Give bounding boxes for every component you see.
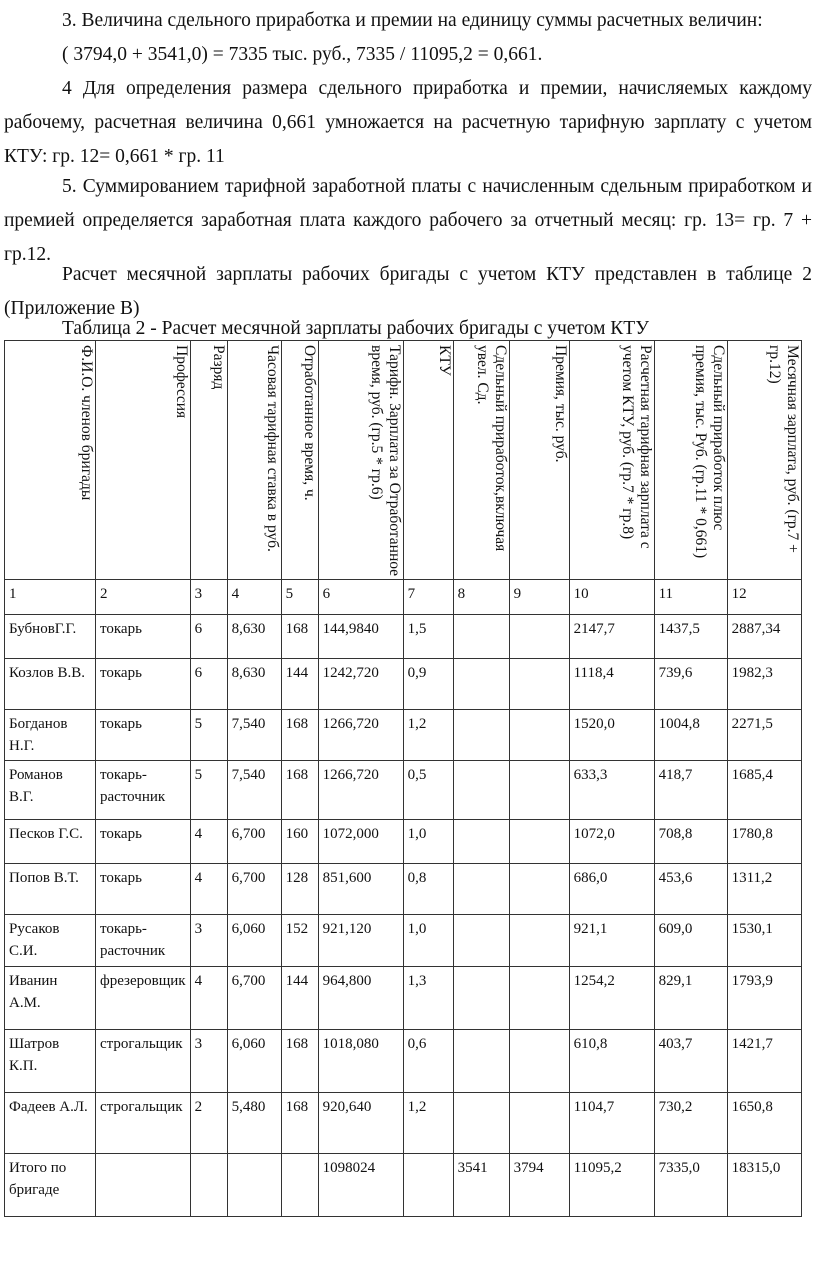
table-cell: 6,060 bbox=[227, 1030, 281, 1093]
header-cell: Ф.И.О. членов бригады bbox=[5, 341, 96, 580]
table-cell: 418,7 bbox=[654, 761, 727, 820]
column-number-row bbox=[5, 580, 802, 615]
header-cell: Разряд bbox=[190, 341, 227, 580]
table-cell: 168 bbox=[281, 761, 318, 820]
paragraph-6: Расчет месячной зарплаты рабочих бригады с учетом КТУ представлен в таблице 2 (Приложение В) bbox=[4, 264, 812, 319]
table-cell: 168 bbox=[281, 710, 318, 761]
table-cell: 1,2 bbox=[403, 1093, 453, 1154]
table-cell: 6 bbox=[190, 659, 227, 710]
table-cell: Песков Г.С. bbox=[5, 820, 96, 864]
table-cell: 0,9 bbox=[403, 659, 453, 710]
table-cell: 5,480 bbox=[227, 1093, 281, 1154]
paragraph-3-line-2: ( 3794,0 + 3541,0) = 7335 тыс. руб., 7335 / 11095,2 = 0,661. bbox=[62, 44, 543, 65]
table-cell: строгальщик bbox=[96, 1030, 191, 1093]
table-cell: 4 bbox=[190, 967, 227, 1030]
table-cell: 3 bbox=[190, 915, 227, 967]
table-cell bbox=[453, 967, 509, 1030]
total-cell: 3541 bbox=[453, 1154, 509, 1217]
header-cell: Премия, тыс. руб. bbox=[509, 341, 569, 580]
table-cell: 4 bbox=[190, 820, 227, 864]
column-number: 6 bbox=[318, 580, 403, 615]
table-cell bbox=[509, 761, 569, 820]
table-cell: 0,5 bbox=[403, 761, 453, 820]
header-cell: Тарифн. Зарплата за Отработанное время, руб. (гр.5 * гр.6) bbox=[318, 341, 403, 580]
table-cell bbox=[509, 710, 569, 761]
paragraph-3-line-1: 3. Величина сдельного приработка и премии на единицу суммы расчетных величин: bbox=[62, 10, 763, 31]
header-cell: КТУ bbox=[403, 341, 453, 580]
table-cell bbox=[509, 820, 569, 864]
table-cell: 4 bbox=[190, 864, 227, 915]
table-cell: 144,9840 bbox=[318, 615, 403, 659]
column-number: 11 bbox=[654, 580, 727, 615]
table-cell: Романов В.Г. bbox=[5, 761, 96, 820]
table-cell: 403,7 bbox=[654, 1030, 727, 1093]
paragraph-4: 4 Для определения размера сдельного приработка и премии, начисляемых каждому рабочему, расчетная величина 0,661 умножается на расчетную тарифную зарплату с учетом КТУ: гр. 12= 0,661 * гр. 11 bbox=[4, 78, 812, 167]
table-cell: Богданов Н.Г. bbox=[5, 710, 96, 761]
table-cell: Шатров К.П. bbox=[5, 1030, 96, 1093]
header-cell: Сдельный приработок,включая увел. Сд. bbox=[453, 341, 509, 580]
table-cell bbox=[453, 1030, 509, 1093]
table-cell: 829,1 bbox=[654, 967, 727, 1030]
table-cell: Попов В.Т. bbox=[5, 864, 96, 915]
table-cell: 686,0 bbox=[569, 864, 654, 915]
column-number: 1 bbox=[5, 580, 96, 615]
table-cell: 1793,9 bbox=[727, 967, 801, 1030]
table-cell: 1266,720 bbox=[318, 761, 403, 820]
table-cell: 1437,5 bbox=[654, 615, 727, 659]
table-row bbox=[5, 710, 802, 761]
salary-table bbox=[4, 340, 802, 1217]
table-cell: 0,8 bbox=[403, 864, 453, 915]
table-cell: 633,3 bbox=[569, 761, 654, 820]
total-cell: 3794 bbox=[509, 1154, 569, 1217]
table-cell: токарь bbox=[96, 820, 191, 864]
table-cell bbox=[453, 820, 509, 864]
table-cell: 1982,3 bbox=[727, 659, 801, 710]
table-cell: Фадеев А.Л. bbox=[5, 1093, 96, 1154]
table-cell: 8,630 bbox=[227, 659, 281, 710]
table-cell: 1004,8 bbox=[654, 710, 727, 761]
table-row bbox=[5, 761, 802, 820]
total-cell: 18315,0 bbox=[727, 1154, 801, 1217]
table-cell: 0,6 bbox=[403, 1030, 453, 1093]
table-cell: токарь bbox=[96, 659, 191, 710]
total-cell bbox=[227, 1154, 281, 1217]
table-cell: 1,2 bbox=[403, 710, 453, 761]
table-row bbox=[5, 1093, 802, 1154]
table-cell: 920,640 bbox=[318, 1093, 403, 1154]
table-cell: 1780,8 bbox=[727, 820, 801, 864]
table-cell: 168 bbox=[281, 615, 318, 659]
table-cell: 1118,4 bbox=[569, 659, 654, 710]
table-cell: 2147,7 bbox=[569, 615, 654, 659]
table-cell: фрезеровщик bbox=[96, 967, 191, 1030]
table-cell: 1530,1 bbox=[727, 915, 801, 967]
table-cell: 1254,2 bbox=[569, 967, 654, 1030]
table-cell: 144 bbox=[281, 659, 318, 710]
table-cell bbox=[509, 967, 569, 1030]
table-cell: 1072,0 bbox=[569, 820, 654, 864]
table-cell: 5 bbox=[190, 761, 227, 820]
header-cell: Месячная зарплата, руб. (гр.7 + гр.12) bbox=[727, 341, 801, 580]
table-cell: 1650,8 bbox=[727, 1093, 801, 1154]
total-row bbox=[5, 1154, 802, 1217]
table-cell bbox=[453, 615, 509, 659]
table-cell: 453,6 bbox=[654, 864, 727, 915]
table-cell bbox=[509, 1030, 569, 1093]
table-cell: 160 bbox=[281, 820, 318, 864]
table-cell: 168 bbox=[281, 1030, 318, 1093]
table-cell: 708,8 bbox=[654, 820, 727, 864]
table-cell: 730,2 bbox=[654, 1093, 727, 1154]
header-cell: Сдельный приработок плюс премия, тыс. Руб. (гр.11 * 0,661) bbox=[654, 341, 727, 580]
total-cell: 7335,0 bbox=[654, 1154, 727, 1217]
table-cell: Русаков С.И. bbox=[5, 915, 96, 967]
table-cell: 7,540 bbox=[227, 710, 281, 761]
table-caption: Таблица 2 - Расчет месячной зарплаты рабочих бригады с учетом КТУ bbox=[62, 318, 650, 339]
table-row bbox=[5, 915, 802, 967]
table-cell: 1311,2 bbox=[727, 864, 801, 915]
table-cell: токарь-расточник bbox=[96, 915, 191, 967]
table-cell: 7,540 bbox=[227, 761, 281, 820]
column-number: 4 bbox=[227, 580, 281, 615]
table-cell: 2271,5 bbox=[727, 710, 801, 761]
column-number: 12 bbox=[727, 580, 801, 615]
table-cell bbox=[453, 710, 509, 761]
table-cell: 610,8 bbox=[569, 1030, 654, 1093]
table-cell: Иванин А.М. bbox=[5, 967, 96, 1030]
table-cell: 1421,7 bbox=[727, 1030, 801, 1093]
table-cell bbox=[453, 1093, 509, 1154]
header-row bbox=[5, 341, 802, 580]
table-cell: 1,0 bbox=[403, 915, 453, 967]
header-cell: Часовая тарифная ставка в руб. bbox=[227, 341, 281, 580]
table-cell: 1018,080 bbox=[318, 1030, 403, 1093]
table-cell: 6,700 bbox=[227, 820, 281, 864]
table-cell: 1520,0 bbox=[569, 710, 654, 761]
table-cell: БубновГ.Г. bbox=[5, 615, 96, 659]
total-cell bbox=[190, 1154, 227, 1217]
table-cell: 8,630 bbox=[227, 615, 281, 659]
table-cell: 609,0 bbox=[654, 915, 727, 967]
table-cell: 168 bbox=[281, 1093, 318, 1154]
table-cell: токарь bbox=[96, 710, 191, 761]
table-row bbox=[5, 1030, 802, 1093]
table-row bbox=[5, 967, 802, 1030]
total-cell: 1098024 bbox=[318, 1154, 403, 1217]
table-cell: 5 bbox=[190, 710, 227, 761]
table-cell bbox=[509, 915, 569, 967]
column-number: 2 bbox=[96, 580, 191, 615]
table-cell: 1104,7 bbox=[569, 1093, 654, 1154]
column-number: 7 bbox=[403, 580, 453, 615]
header-cell: Отработанное время, ч. bbox=[281, 341, 318, 580]
table-cell: 144 bbox=[281, 967, 318, 1030]
table-cell bbox=[509, 864, 569, 915]
total-label: Итого по бригаде bbox=[5, 1154, 96, 1217]
table-cell: 3 bbox=[190, 1030, 227, 1093]
column-number: 5 bbox=[281, 580, 318, 615]
table-cell: 6,700 bbox=[227, 967, 281, 1030]
table-cell: 2887,34 bbox=[727, 615, 801, 659]
table-cell: 6,700 bbox=[227, 864, 281, 915]
table-cell: 851,600 bbox=[318, 864, 403, 915]
table-cell: 128 bbox=[281, 864, 318, 915]
table-cell: 739,6 bbox=[654, 659, 727, 710]
column-number: 9 bbox=[509, 580, 569, 615]
table-cell bbox=[453, 915, 509, 967]
table-cell: 6 bbox=[190, 615, 227, 659]
total-cell bbox=[281, 1154, 318, 1217]
table-cell: 1072,000 bbox=[318, 820, 403, 864]
table-cell: 921,120 bbox=[318, 915, 403, 967]
table-cell: токарь-расточник bbox=[96, 761, 191, 820]
table-cell: 1,3 bbox=[403, 967, 453, 1030]
table-cell bbox=[453, 761, 509, 820]
table-cell: Козлов В.В. bbox=[5, 659, 96, 710]
total-cell bbox=[403, 1154, 453, 1217]
paragraph-5: 5. Суммированием тарифной заработной платы с начисленным сдельным приработком и премией определяется заработная плата каждого рабочего за отчетный месяц: гр. 13= гр. 7 + гр.12. bbox=[4, 176, 812, 265]
table-cell: 152 bbox=[281, 915, 318, 967]
table-row bbox=[5, 615, 802, 659]
column-number: 3 bbox=[190, 580, 227, 615]
table-cell: 1,5 bbox=[403, 615, 453, 659]
table-row bbox=[5, 864, 802, 915]
table-cell: 6,060 bbox=[227, 915, 281, 967]
table-row bbox=[5, 820, 802, 864]
total-cell: 11095,2 bbox=[569, 1154, 654, 1217]
table-cell: 921,1 bbox=[569, 915, 654, 967]
table-cell: 2 bbox=[190, 1093, 227, 1154]
table-cell bbox=[453, 864, 509, 915]
table-cell: 964,800 bbox=[318, 967, 403, 1030]
table-cell bbox=[453, 659, 509, 710]
column-number: 8 bbox=[453, 580, 509, 615]
header-cell: Расчетная тарифная зарплата с учетом КТУ, руб. (гр.7 * гр.8) bbox=[569, 341, 654, 580]
table-row bbox=[5, 659, 802, 710]
table-cell: 1685,4 bbox=[727, 761, 801, 820]
table-cell: 1,0 bbox=[403, 820, 453, 864]
table-cell: строгальщик bbox=[96, 1093, 191, 1154]
total-cell bbox=[96, 1154, 191, 1217]
table-cell bbox=[509, 1093, 569, 1154]
table-cell bbox=[509, 615, 569, 659]
table-cell: токарь bbox=[96, 615, 191, 659]
header-cell: Профессия bbox=[96, 341, 191, 580]
table-cell: токарь bbox=[96, 864, 191, 915]
table-cell: 1266,720 bbox=[318, 710, 403, 761]
table-cell: 1242,720 bbox=[318, 659, 403, 710]
column-number: 10 bbox=[569, 580, 654, 615]
table-cell bbox=[509, 659, 569, 710]
